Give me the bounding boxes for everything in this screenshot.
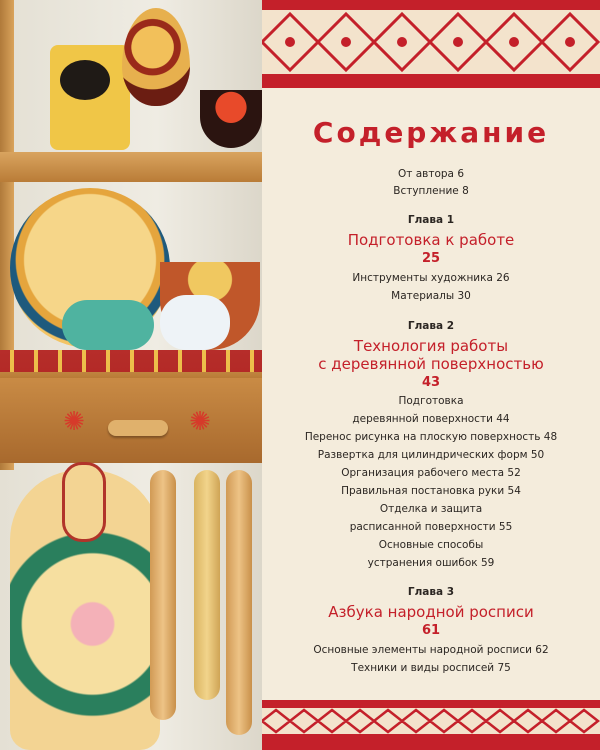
toc-entry: Отделка и защита xyxy=(379,503,483,515)
page-title: Содержание xyxy=(312,116,550,149)
painted-bird xyxy=(60,60,110,100)
chapter-label: Глава 1 xyxy=(407,214,455,226)
chapter-page: 43 xyxy=(421,375,441,390)
folk-painted-woodware-photo xyxy=(0,0,262,750)
ornamental-trim xyxy=(0,350,262,372)
toc-entry: расписанной поверхности 55 xyxy=(349,521,513,533)
toc-entry: деревянной поверхности 44 xyxy=(352,413,510,425)
chapter-label: Глава 3 xyxy=(407,586,455,598)
upper-shelf xyxy=(0,152,262,182)
toc-entry: Перенос рисунка на плоскую поверхность 48 xyxy=(304,431,558,443)
toc-entry: Основные способы xyxy=(378,539,484,551)
toc-entry: Основные элементы народной росписи 62 xyxy=(313,644,549,656)
flower-ornament-icon: ✺ xyxy=(63,407,85,437)
painted-horse xyxy=(62,300,154,350)
wooden-spatula xyxy=(150,470,176,720)
table-of-contents xyxy=(262,0,600,750)
toc-entry: Развертка для цилиндрических форм 50 xyxy=(317,449,545,461)
toc-entry: Вступление 8 xyxy=(393,185,469,197)
toc-entry: От автора 6 xyxy=(398,168,464,180)
toc-entry: Подготовка xyxy=(398,395,464,407)
flower-ornament-icon: ✺ xyxy=(189,407,211,437)
drawer-handle xyxy=(108,420,168,436)
chapter-title: с деревянной поверхностью xyxy=(318,355,544,373)
chapter-title: Азбука народной росписи xyxy=(328,603,534,621)
chapter-title: Технология работы xyxy=(353,337,509,355)
toc-entry: Материалы 30 xyxy=(391,290,471,302)
chapter-page: 61 xyxy=(421,623,441,638)
cutting-board-handle xyxy=(62,462,106,542)
chapter-label: Глава 2 xyxy=(407,320,455,332)
toc-entry: Правильная постановка руки 54 xyxy=(341,485,521,497)
toc-entry: Техники и виды росписей 75 xyxy=(351,662,511,674)
toc-entry: Инструменты художника 26 xyxy=(352,272,510,284)
wooden-spoon xyxy=(194,470,220,700)
painted-horse-white xyxy=(160,295,230,350)
chapter-title: Подготовка к работе xyxy=(347,231,515,249)
wooden-fork xyxy=(226,470,252,735)
toc-entry: устранения ошибок 59 xyxy=(367,557,495,569)
toc-entry: Организация рабочего места 52 xyxy=(341,467,521,479)
chapter-page: 25 xyxy=(421,251,441,266)
